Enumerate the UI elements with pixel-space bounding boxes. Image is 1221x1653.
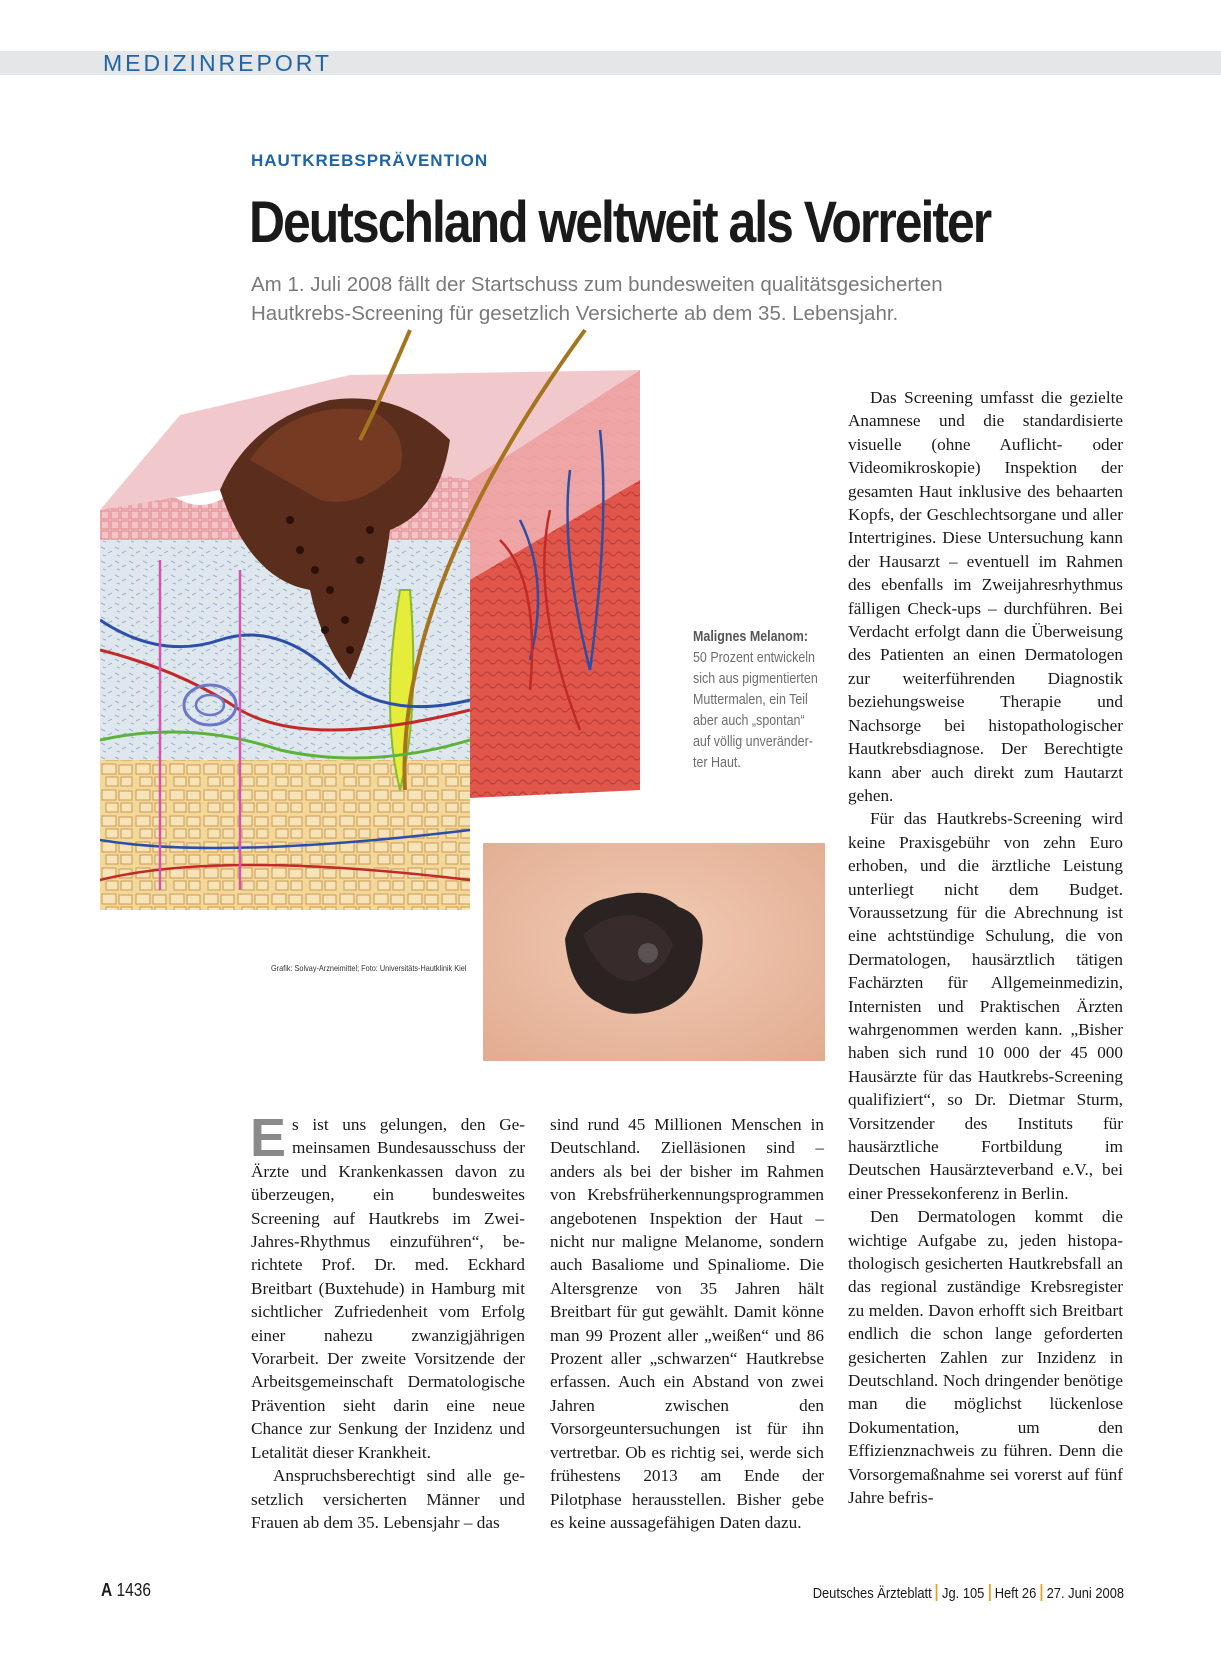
page-number xyxy=(101,1580,151,1601)
caption-title: Malignes Melanom: xyxy=(693,629,809,645)
journal-name: Deutsches Ärzteblatt xyxy=(812,1585,932,1602)
lede-line: Am 1. Juli 2008 fällt der Startschuss zum bundesweiten qualitätsgesicherten xyxy=(251,273,943,296)
caption-line: auf völlig unveränder- xyxy=(693,734,813,750)
page-number-value: 1436 xyxy=(116,1580,151,1600)
section-label: MEDIZINREPORT xyxy=(103,50,332,76)
page-prefix: A xyxy=(101,1580,113,1600)
figure-caption xyxy=(693,627,838,774)
melanoma-photo xyxy=(483,843,825,1061)
body-paragraph xyxy=(250,1108,525,1464)
body-column-3 xyxy=(848,386,1123,1510)
lede-line: Hautkrebs-Screening für gesetzlich Versicherte ab dem 35. Lebensjahr. xyxy=(251,302,899,325)
journal-volume: Jg. 105 xyxy=(941,1585,985,1602)
caption-line: Muttermalen, ein Teil xyxy=(693,692,808,708)
journal-date: 27. Juni 2008 xyxy=(1046,1585,1124,1602)
journal-footer xyxy=(813,1584,1124,1602)
figure-credit: Grafik: Solvay-Arzneimittel; Foto: Universitäts-Hautklinik Kiel xyxy=(271,963,467,973)
body-paragraph: Den Dermatologen kommt die wichtige Aufgabe zu, jeden histopathologisch gesicherten Hautkrebsfall an das regional zuständige Krebsregister zu melden. Davon erhofft sich Breitbart endlich die schon lange geforderten gesicherten Zahlen zur Inzidenz in Deutschland. Noch dringender benötige man die möglichst lückenlose Dokumentation, um den Effizienznachweis zu führen. Denn die Vorsorgemaßnahme sei vorerst auf fünf Jahre befris- xyxy=(848,1207,1123,1508)
footer-divider xyxy=(936,1584,938,1601)
caption-line: sich aus pigmentierten xyxy=(693,671,818,687)
body-paragraph: Anspruchsberechtigt sind alle gesetzlich versicherten Männer und Frauen ab dem 35. Lebensjahr – das xyxy=(251,1466,525,1532)
journal-issue: Heft 26 xyxy=(994,1585,1037,1602)
body-paragraph: Für das Hautkrebs-Screening wird keine Praxisgebühr von zehn Euro erhoben, und die ärztliche Leistung unterliegt nicht dem Budget. Voraussetzung für die Abrechnung ist eine achtstündige Schulung, die von Dermatologen, hausärztlich tätigen Fachärzten für Allgemeinmedizin, Internisten und Praktischen Ärzten wahrgenommen werden kann. „Bisher haben sich rund 10 000 der 45 000 Hausärzte für das Hautkrebs-Screening qualifiziert“, so Dr. Dietmar Sturm, Vorsitzender des Instituts für hausärztliche Fortbildung im Deutschen Hausärzteverband e.V., bei einer Pressekonferenz in Berlin. xyxy=(848,809,1123,1203)
footer-divider xyxy=(1041,1584,1043,1601)
article-kicker: HAUTKREBSPRÄVENTION xyxy=(251,151,489,170)
article-title: Deutschland weltweit als Vorreiter xyxy=(249,190,991,255)
body-paragraph: sind rund 45 Millionen Menschen in Deutschland. Zielläsionen sind – anders als bei der bisher im Rahmen von Krebsfrüherkennungsprogrammen angebotenen Inspektion der Haut – nicht nur maligne Melanome, sondern auch Basaliome und Spinaliome. Die Altersgrenze von 35 Jahren hält Breitbart für gut gewählt. Damit könne man 99 Prozent aller „weißen“ und 86 Prozent aller „schwarzen“ Hautkrebse erfassen. Auch ein Abstand von zwei Jahren zwischen den Vorsorgeuntersuchungen ist für ihn vertretbar. Ob es richtig sei, werde sich frühestens 2013 am Ende der Pilotphase herausstellen. Bisher gebe es keine aussagefähigen Daten dazu. xyxy=(550,1115,824,1532)
body-paragraph: Das Screening umfasst die gezielte Anamnese und die standardisierte visuelle (ohne Auflicht- oder Videomikroskopie) Inspektion der gesamten Haut inklusive des behaarten Kopfs, der Geschlechtsorgane und aller Intertrigines. Diese Untersuchung kann der Hausarzt – eventuell im Rahmen des ebenfalls im Zweijahresrhythmus fälligen Check-ups – durchführen. Bei Verdacht erfolgt dann die Überweisung des Patienten an einen Dermatologen zur weiterführenden Diagnostik beziehungsweise Therapie und Nachsorge bei histopathologischer Hautkrebsdiagnose. Der Berechtigte kann aber auch direkt zum Hautarzt gehen. xyxy=(848,388,1123,805)
caption-line: aber auch „spontan“ xyxy=(693,713,805,729)
body-column-1 xyxy=(250,1108,525,1534)
paragraph-text: s ist uns gelungen, den Gemeinsamen Bundesausschuss der Ärzte und Krankenkassen davon zu überzeugen, ein bundesweites Screening auf Hautkrebs im Zwei-Jahres-Rhythmus einzuführen“, berichtete Prof. Dr. med. Eckhard Breitbart (Buxtehude) in Hamburg mit sichtlicher Zufriedenheit vom Erfolg einer nahezu zwanzigjährigen Vorarbeit. Der zweite Vorsitzende der Arbeitsgemeinschaft Dermatologische Prävention sieht darin eine neue Chance zur Senkung der Inzidenz und Letalität dieser Krankheit. xyxy=(251,1115,525,1462)
footer-divider xyxy=(989,1584,991,1601)
caption-line: ter Haut. xyxy=(693,755,741,771)
body-column-2 xyxy=(550,1113,824,1534)
drop-cap: E xyxy=(250,1108,287,1168)
caption-line: 50 Prozent entwickeln xyxy=(693,650,815,666)
